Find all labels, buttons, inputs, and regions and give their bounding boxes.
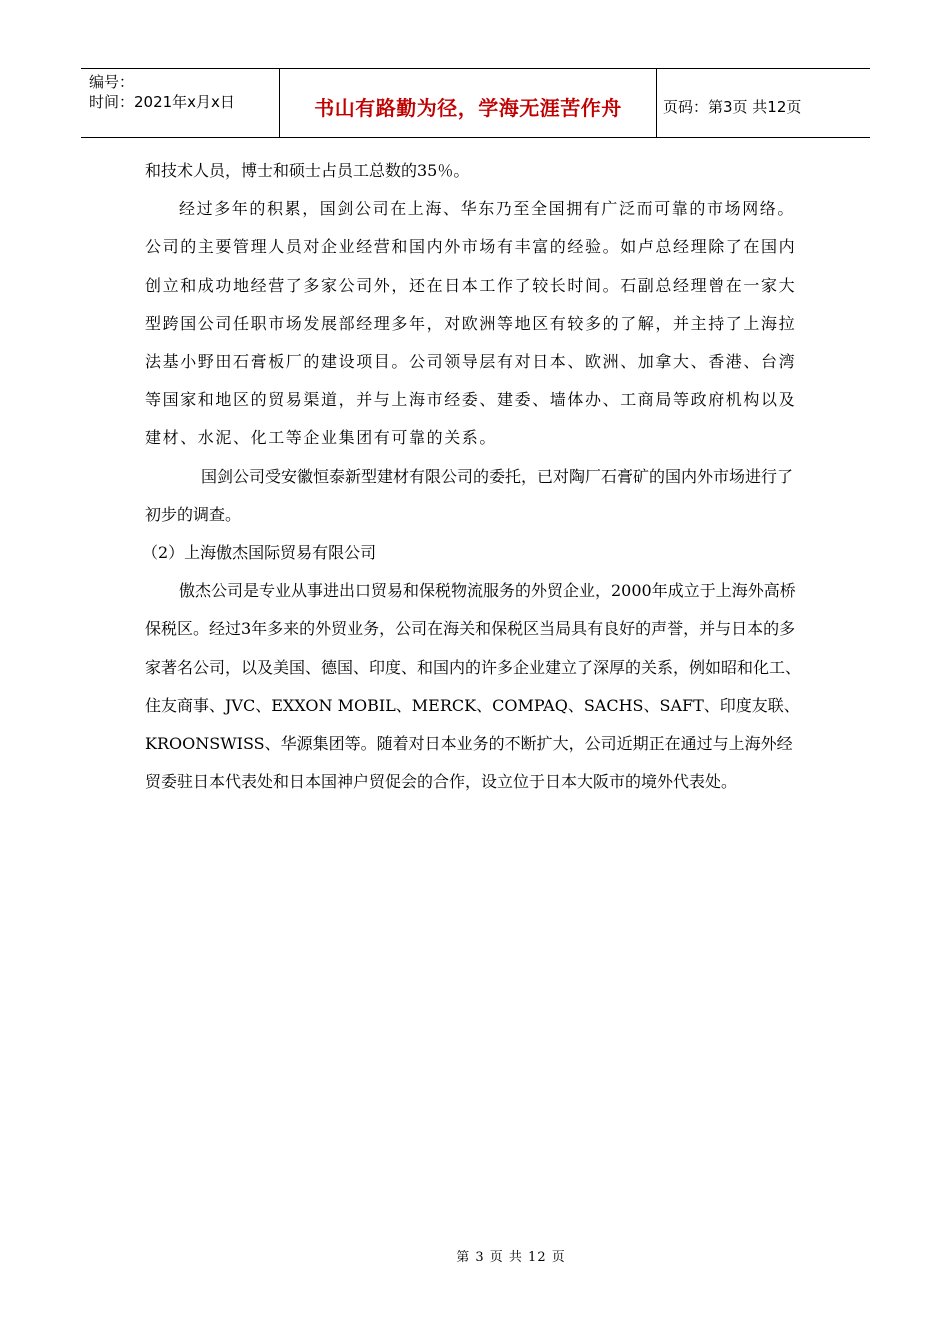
- header-page-info: 页码：第3页 共12页: [663, 97, 802, 116]
- document-date: 时间：2021年x月x日: [89, 93, 235, 111]
- paragraph-staff: 和技术人员，博士和硕士占员工总数的35％。: [145, 161, 470, 180]
- document-number: 编号：: [89, 73, 135, 91]
- header-meta: [81, 69, 280, 137]
- paragraph-guojian-survey: 国剑公司受安徽恒泰新型建材有限公司的委托，已对陶厂石膏矿的国内外市场进行了初步的调查。: [145, 466, 794, 524]
- page-footer: 第 3 页 共 12 页: [456, 1250, 566, 1265]
- paragraph-guojian-network: 经过多年的积累，国剑公司在上海、华东乃至全国拥有广泛而可靠的市场网络。公司的主要管理人员对企业经营和国内外市场有丰富的经验。如卢总经理除了在国内创立和成功地经营了多家公司外，还在日本工作了较长时间。石副总经理曾在一家大型跨国公司任职市场发展部经理多年，对欧洲等地区有较多的了解，并主持了上海拉法基小野田石膏板厂的建设项目。公司领导层有对日本、欧洲、加拿大、香港、台湾等国家和地区的贸易渠道，并与上海市经委、建委、墙体办、工商局等政府机构以及建材、水泥、化工等企业集团有可靠的关系。: [145, 199, 797, 448]
- page-header: [81, 68, 870, 138]
- paragraph-aojie: 傲杰公司是专业从事进出口贸易和保税物流服务的外贸企业，2000年成立于上海外高桥保税区。经过3年多来的外贸业务，公司在海关和保税区当局具有良好的声誉，并与日本的多家著名公司，以及美国、德国、印度、和国内的许多企业建立了深厚的关系，例如昭和化工、住友商事、JVC、EXXON MOBIL、MERCK、COMPAQ、SACHS、SAFT、印度友联、KROONSWISS、华源集团等。随着对日本业务的不断扩大，公司近期正在通过与上海外经贸委驻日本代表处和日本国神户贸促会的合作，设立位于日本大阪市的境外代表处。: [145, 581, 802, 792]
- section-heading: （2）上海傲杰国际贸易有限公司: [142, 543, 377, 563]
- header-motto: 书山有路勤为径，学海无涯苦作舟: [280, 69, 657, 137]
- document-body: [142, 152, 807, 801]
